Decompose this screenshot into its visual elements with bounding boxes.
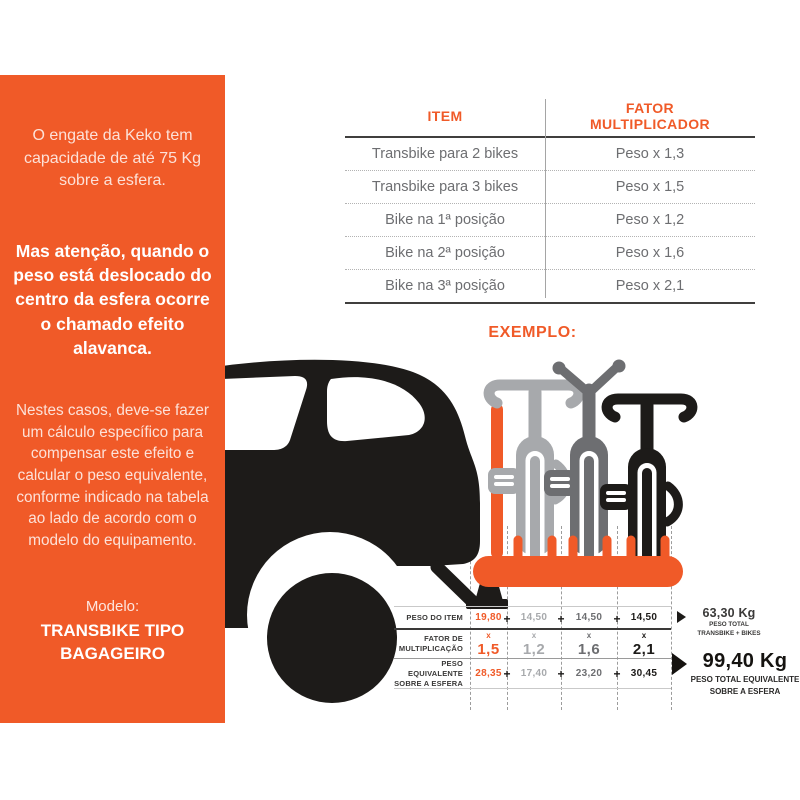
- table-row: [345, 204, 755, 237]
- table-row: [345, 138, 755, 171]
- table-row: [345, 270, 755, 302]
- row-label: PESO EQUIVALENTE SOBRE A ESFERA: [394, 659, 463, 688]
- factor-table-body: [345, 136, 755, 304]
- multiplication-factor-row: [394, 630, 671, 659]
- capacity-text: O engate da Keko tem capacidade de até 75 Kg sobre a esfera.: [23, 127, 202, 190]
- factor-cell: Peso x 1,3: [615, 146, 685, 162]
- row-label: PESO DO ITEM: [406, 612, 463, 622]
- table-row: [345, 171, 755, 204]
- weight-value: 14,50: [630, 612, 658, 623]
- arrow-right-icon: [672, 653, 687, 675]
- factor-cell: Peso x 1,5: [615, 179, 685, 195]
- note-text: Nestes casos, deve-se fazer um cálculo específico para compensar este efeito e calcular o peso equivalente, conforme indicado na tabela ao lado de acordo com o modelo do equipamento.: [16, 401, 209, 550]
- factor-table-header: [345, 96, 755, 136]
- item-weight-row: [394, 606, 671, 630]
- plus-sign: +: [557, 667, 565, 681]
- plus-sign: +: [503, 612, 511, 626]
- item-cell: Bike na 1ª posição: [385, 212, 505, 228]
- weight-value: 14,50: [520, 612, 548, 623]
- arrow-right-icon: [677, 611, 686, 623]
- model-label: Modelo:: [85, 597, 140, 615]
- example-title: EXEMPLO:: [488, 324, 577, 341]
- info-sidebar: [0, 75, 225, 723]
- factor-value: x 2,1: [632, 630, 656, 658]
- item-cell: Transbike para 3 bikes: [371, 179, 519, 195]
- factor-value: x 1,2: [522, 630, 546, 658]
- model-name: TRANSBIKE TIPO BAGAGEIRO: [40, 621, 185, 663]
- factor-cell: Peso x 1,2: [615, 212, 685, 228]
- weight-value: 14,50: [575, 612, 603, 623]
- factor-cell: Peso x 1,6: [615, 245, 685, 261]
- item-cell: Transbike para 2 bikes: [371, 146, 519, 162]
- total-value: 99,40 Kg: [702, 650, 788, 672]
- subtotal-block: [692, 606, 766, 639]
- table-row: [345, 237, 755, 270]
- item-cell: Bike na 2ª posição: [385, 245, 505, 261]
- factor-cell: Peso x 2,1: [615, 278, 685, 294]
- row-label: FATOR DE MULTIPLICAÇÃO: [398, 634, 463, 653]
- subtotal-value: 63,30 Kg: [702, 606, 756, 620]
- equivalent-value: 28,35: [475, 668, 502, 680]
- plus-sign: +: [613, 612, 621, 626]
- factor-value: x 1,5: [477, 630, 500, 658]
- equivalent-value: 23,20: [575, 668, 603, 680]
- subtotal-caption: PESO TOTAL TRANSBIKE + BIKES: [697, 621, 761, 637]
- equivalent-value: 30,45: [630, 668, 658, 680]
- column-divider: [545, 99, 546, 298]
- equivalent-weight-row: [394, 659, 671, 689]
- plus-sign: +: [503, 667, 511, 681]
- plus-sign: +: [613, 667, 621, 681]
- column-header-factor: FATOR MULTIPLICADOR: [589, 99, 711, 132]
- total-caption: PESO TOTAL EQUIVALENTE SOBRE A ESFERA: [690, 675, 800, 696]
- plus-sign: +: [557, 612, 565, 626]
- weight-value: 19,80: [475, 612, 502, 623]
- column-header-item: ITEM: [427, 108, 463, 124]
- total-block: [690, 650, 800, 697]
- item-cell: Bike na 3ª posição: [385, 278, 505, 294]
- factor-value: x 1,6: [577, 630, 601, 658]
- calculation-table: [394, 606, 671, 689]
- equivalent-value: 17,40: [520, 668, 548, 680]
- bike-3-icon: [600, 399, 692, 578]
- factor-table: [345, 96, 755, 304]
- warning-text: Mas atenção, quando o peso está deslocado do centro da esfera ocorre o chamado efeito alavanca.: [13, 241, 212, 358]
